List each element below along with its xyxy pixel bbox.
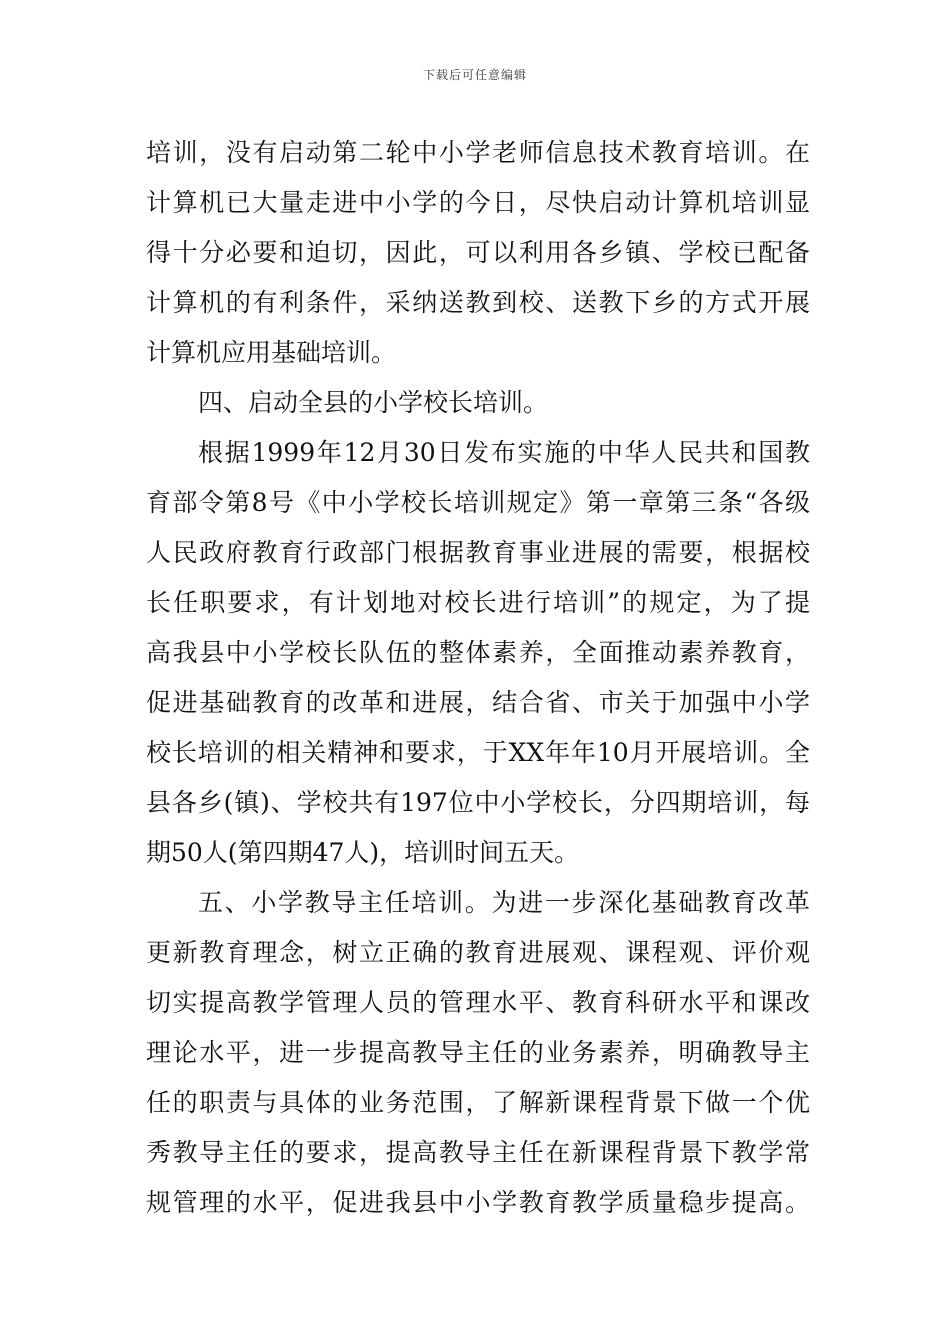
text-line: 理论水平，进一步提高教导主任的业务素养，明确教导主 xyxy=(146,1038,810,1067)
text-line: 任的职责与具体的业务范围，了解新课程背景下做一个优 xyxy=(146,1088,810,1117)
text-line: 更新教育理念，树立正确的教育进展观、课程观、评价观 xyxy=(146,938,810,967)
text-line: 计算机的有利条件，采纳送教到校、送教下乡的方式开展 xyxy=(146,288,810,317)
document-body xyxy=(146,128,810,1228)
text-line: 得十分必要和迫切，因此，可以利用各乡镇、学校已配备 xyxy=(146,238,810,267)
text-line: 高我县中小学校长队伍的整体素养，全面推动素养教育， xyxy=(146,638,810,667)
text-line: 计算机已大量走进中小学的今日，尽快启动计算机培训显 xyxy=(146,188,810,217)
text-line: 育部令第8号《中小学校长培训规定》第一章第三条“各级 xyxy=(146,488,810,517)
text-line: 秀教导主任的要求，提高教导主任在新课程背景下教学常 xyxy=(146,1138,810,1167)
text-line: 切实提高教学管理人员的管理水平、教育科研水平和课改 xyxy=(146,988,810,1017)
text-line: 四、启动全县的小学校长培训。 xyxy=(198,388,549,417)
text-line: 计算机应用基础培训。 xyxy=(146,338,397,367)
text-line: 县各乡(镇)、学校共有197位中小学校长，分四期培训，每 xyxy=(146,788,810,817)
text-line: 长任职要求，有计划地对校长进行培训”的规定，为了提 xyxy=(146,588,810,617)
text-line: 人民政府教育行政部门根据教育事业进展的需要，根据校 xyxy=(146,538,810,567)
text-line: 培训，没有启动第二轮中小学老师信息技术教育培训。在 xyxy=(146,138,810,167)
text-line: 校长培训的相关精神和要求，于XX年年10月开展培训。全 xyxy=(146,738,810,767)
text-line: 五、小学教导主任培训。为进一步深化基础教育改革 xyxy=(198,888,810,917)
text-line: 促进基础教育的改革和进展，结合省、市关于加强中小学 xyxy=(146,688,810,717)
text-line: 期50人(第四期47人)，培训时间五天。 xyxy=(146,838,580,867)
page-header: 下载后可任意编辑 xyxy=(422,68,527,82)
text-line: 根据1999年12月30日发布实施的中华人民共和国教 xyxy=(198,438,810,467)
text-line: 规管理的水平，促进我县中小学教育教学质量稳步提高。 xyxy=(146,1188,810,1217)
